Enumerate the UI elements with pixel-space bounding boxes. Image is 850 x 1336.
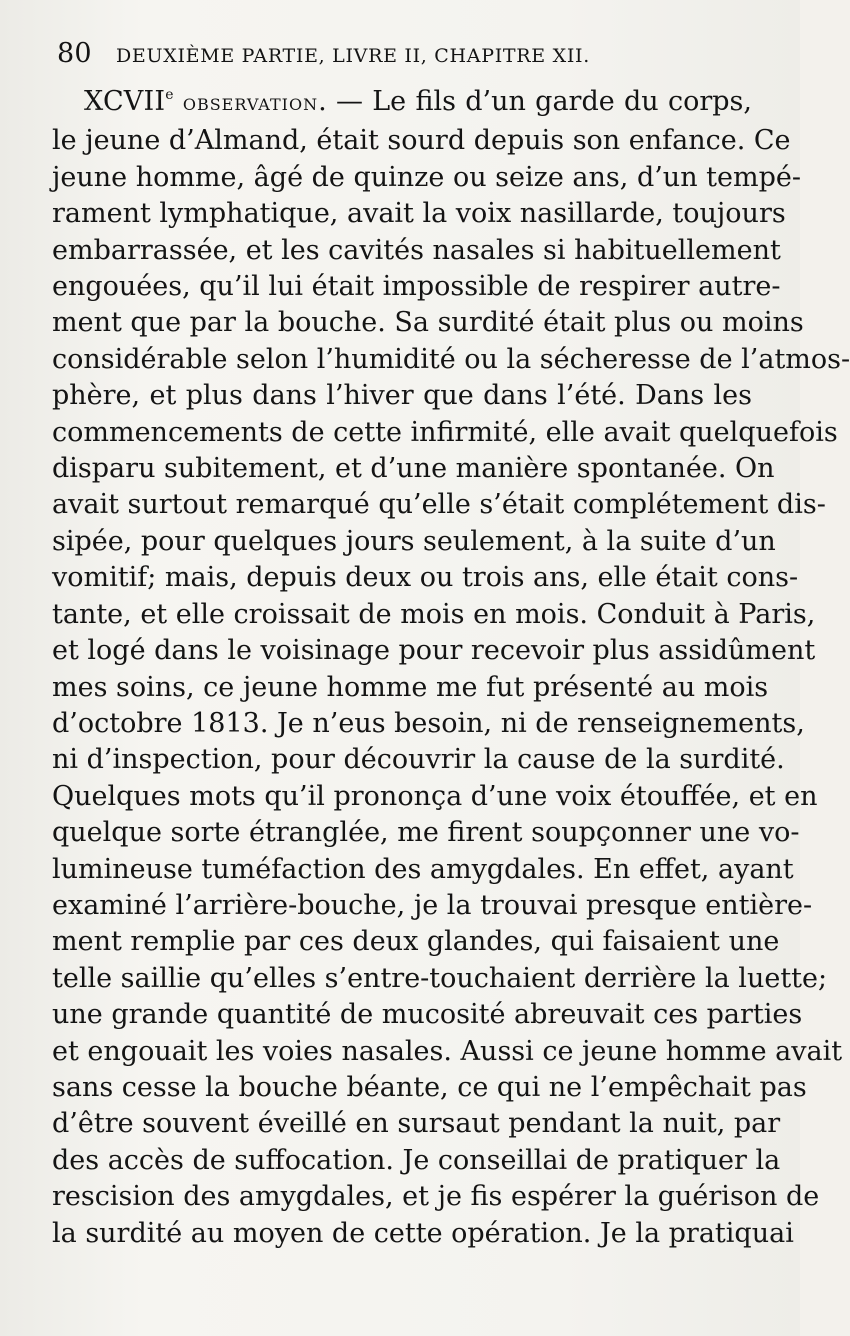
text-line-06: ment que par la bouche. Sa surdité était plus ou moins <box>52 307 804 339</box>
text-line-17: d’octobre 1813. Je n’eus besoin, ni de renseignements, <box>52 707 805 739</box>
observation-label: OBSERVATION <box>182 95 319 114</box>
text-line-13: vomitif; mais, depuis deux ou trois ans, elle était cons- <box>52 562 799 594</box>
text-line-26: et engouait les voies nasales. Aussi ce jeune homme avait <box>52 1035 843 1067</box>
text-line-03: rament lymphatique, avait la voix nasillarde, toujours <box>52 198 786 230</box>
observation-number: XCVII <box>84 86 166 117</box>
text-line-24: telle saillie qu’elles s’entre-touchaient derrière la luette; <box>52 962 828 994</box>
text-line-08: phère, et plus dans l’hiver que dans l’été. Dans les <box>52 380 752 412</box>
text-line-20: quelque sorte étranglée, me firent soupçonner une vo- <box>52 817 800 849</box>
text-line-29: des accès de suffocation. Je conseillai de pratiquer la <box>52 1144 781 1176</box>
observation-first-line-text: . — Le fils d’un garde du corps, <box>318 86 752 117</box>
running-head: DEUXIÈME PARTIE, LIVRE II, CHAPITRE XII. <box>116 45 590 67</box>
text-line-02: jeune homme, âgé de quinze ou seize ans, d’un tempé- <box>52 161 801 193</box>
text-line-01: le jeune d’Almand, était sourd depuis son enfance. Ce <box>52 125 791 157</box>
text-line-10: disparu subitement, et d’une manière spontanée. On <box>52 453 775 485</box>
text-line-15: et logé dans le voisinage pour recevoir plus assidûment <box>52 635 816 667</box>
page-number: 80 <box>57 38 92 69</box>
text-line-23: ment remplie par ces deux glandes, qui faisaient une <box>52 926 780 958</box>
text-line-31: la surdité au moyen de cette opération. Je la pratiquai <box>52 1217 794 1249</box>
text-line-12: sipée, pour quelques jours seulement, à la suite d’un <box>52 525 776 557</box>
text-line-14: tante, et elle croissait de mois en mois. Conduit à Paris, <box>52 598 816 630</box>
text-line-18: ni d’inspection, pour découvrir la cause de la surdité. <box>52 744 785 776</box>
text-line-11: avait surtout remarqué qu’elle s’était complétement dis- <box>52 489 826 521</box>
text-line-04: embarrassée, et les cavités nasales si habituellement <box>52 234 781 266</box>
page-header <box>57 37 757 71</box>
text-line-25: une grande quantité de mucosité abreuvait ces parties <box>52 999 803 1031</box>
text-line-19: Quelques mots qu’il prononça d’une voix étouffée, et en <box>52 780 818 812</box>
text-line-30: rescision des amygdales, et je fis espérer la guérison de <box>52 1181 820 1213</box>
observation-superscript: e <box>165 87 174 103</box>
text-line-28: d’être souvent éveillé en sursaut pendant la nuit, par <box>52 1108 781 1140</box>
text-line-07: considérable selon l’humidité ou la sécheresse de l’atmos- <box>52 343 850 375</box>
text-line-21: lumineuse tuméfaction des amygdales. En effet, ayant <box>52 853 794 885</box>
text-line-09: commencements de cette infirmité, elle avait quelquefois <box>52 416 838 448</box>
text-line-22: examiné l’arrière-bouche, je la trouvai presque entière- <box>52 889 813 921</box>
body-text <box>52 84 850 1252</box>
text-line-27: sans cesse la bouche béante, ce qui ne l’empêchait pas <box>52 1071 807 1103</box>
text-line-05: engouées, qu’il lui était impossible de respirer autre- <box>52 271 781 303</box>
observation-heading-line <box>52 84 752 123</box>
text-line-16: mes soins, ce jeune homme me fut présenté au mois <box>52 671 769 703</box>
